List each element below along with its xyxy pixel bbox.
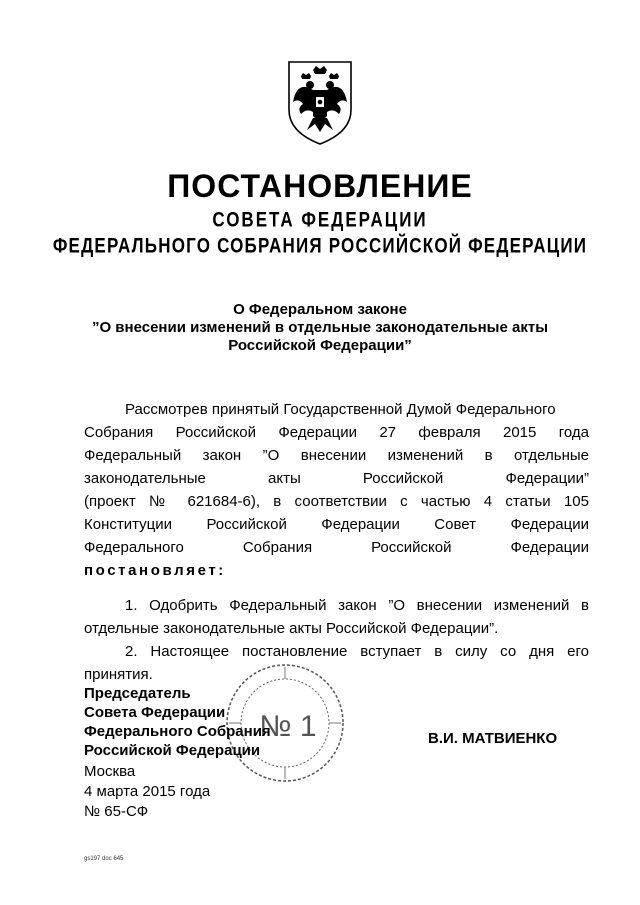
document-date: 4 марта 2015 года: [84, 783, 211, 800]
coat-of-arms-icon: [283, 60, 357, 146]
preamble-line: (проект № 621684-6), в соответствии с частью 4 статьи 105: [84, 493, 589, 510]
item-2-line: принятия.: [84, 666, 153, 683]
preamble-line: Собрания Российской Федерации 27 февраля 2015 года: [84, 424, 589, 441]
subject-line-1: О Федеральном законе: [233, 301, 407, 318]
signatory-name: В.И. МАТВИЕНКО: [428, 730, 558, 747]
subject-line-3: Российской Федерации”: [228, 337, 412, 354]
place-city: Москва: [84, 763, 136, 780]
preamble-line: Рассмотрев принятый Государственной Думой Федерального: [125, 401, 556, 418]
signatory-title-line: Российской Федерации: [84, 742, 261, 759]
issuer-line-2: ФЕДЕРАЛЬНОГО СОБРАНИЯ РОССИЙСКОЙ ФЕДЕРАЦИИ: [52, 233, 588, 258]
item-2-line: 2. Настоящее постановление вступает в силу со дня его: [125, 643, 589, 660]
subject-line-2: ”О внесении изменений в отдельные законодательные акты: [91, 319, 549, 336]
footer-code: gs197 doc 645: [84, 856, 124, 862]
preamble-line: законодательные акты Российской Федерации”: [84, 470, 589, 487]
signatory-title-line: Федерального Собрания: [84, 723, 271, 740]
document-number: № 65-СФ: [84, 803, 149, 820]
document-type-title: ПОСТАНОВЛЕНИЕ: [167, 168, 473, 204]
stamp-number: № 1: [259, 710, 317, 743]
decides-word: постановляет:: [84, 562, 226, 579]
issuer-line-1: СОВЕТА ФЕДЕРАЦИИ: [212, 207, 428, 232]
item-1-line: 1. Одобрить Федеральный закон ”О внесении изменений в: [125, 597, 589, 614]
preamble-line: Федеральный закон ”О внесении изменений в отдельные: [84, 447, 589, 464]
signatory-title-line: Совета Федерации: [84, 704, 226, 721]
preamble-line: Конституции Российской Федерации Совет Федерации: [84, 516, 589, 533]
preamble-line: Федерального Собрания Российской Федерации: [84, 539, 589, 556]
item-1-line: отдельные законодательные акты Российской Федерации”.: [84, 620, 499, 637]
signatory-title-line: Председатель: [84, 685, 191, 702]
